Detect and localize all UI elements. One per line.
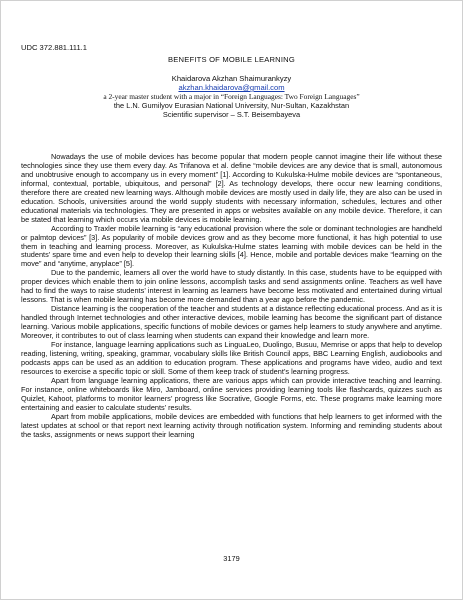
paragraph-2: According to Traxler mobile learning is “any educational provision where the sole or dominant technologies are handheld or palmtop devices” [3]. As popularity of mobile devices grow and as they become more functional, it has high potential to use them in teaching and learning process. Moreover, as Kukulska-Hulme states learning with mobile devices can be held in the students’ spare time and even help to develop their learning skills [4]. Hence, mobile and portable devices make “learning on the move” and “anytime, anyplace” [5]. — [21, 223, 442, 269]
affiliation-line-2: the L.N. Gumilyov Eurasian National University, Nur-Sultan, Kazakhstan — [113, 101, 350, 110]
article-header — [21, 55, 442, 119]
paragraph-6: Apart from language learning applications, there are various apps which can provide interactive teaching and learning. For instance, online whiteboards like Miro, Jamboard, online services providing learning tools like flashcards, quizzes such as Quizlet, Kahoot, platforms to monitor learners’ progress like Socrative, Google Forms, etc. These programs make learning more entertaining and easier to calculate students’ results. — [21, 375, 442, 412]
paragraph-7: Apart from mobile applications, mobile devices are embedded with functions that help learners to get informed with the latest updates at school or that report next learning activity through notification system. Informing and reminding students about the tasks, assignments or news support their learning — [21, 411, 442, 439]
affiliation-line-1: a 2-year master student with a major in “Foreign Languages: Two Foreign Languages” — [103, 92, 360, 101]
article-title: BENEFITS OF MOBILE LEARNING — [168, 55, 295, 64]
paragraph-5: For instance, language learning applications such as LinguaLeo, Duolingo, Busuu, Memrise or apps that help to develop reading, listening, writing, speaking, grammar, vocabulary skills like British Council apps, BBC Learning English, audiobooks and podcasts apps can be used as an addition to education program. These applications and programs have video, audio and text resources to exercise a specific topic or skill. Some of them keep track of student’s learning progress. — [21, 340, 442, 376]
paragraph-3: Due to the pandemic, learners all over the world have to study distantly. In this case, students have to be equipped with proper devices which enable them to join online lessons, accomplish tasks and send assignments online. Teachers as well have had to find the ways to raise students’ interest in learning as learners have become less motivated and entertained during virtual lessons. That is when mobile learning has become more demanded than a year ago before the pandemic. — [21, 268, 442, 305]
page-number: 3179 — [223, 554, 240, 563]
udc-code: UDC 372.881.111.1 — [21, 43, 87, 52]
article-body — [21, 153, 442, 440]
paragraph-1: Nowadays the use of mobile devices has become popular that modern people cannot imagine their life without these technologies since they use them every day. As Trifanova et al. define “mobile devices are any device that is small, autonomous and unobtrusive enough to accompany us in every moment” [1]. According to Kukulska-Hulme mobile devices are “spontaneous, informal, contextual, portable, ubiquitous, and personal” [2]. As technology develops, there occur new learning conditions, therefore there are created new learning ways. Although mobile devices are mostly used in daily life, they are also can be used in education. Schools, universities around the world supply students with necessary information, schedules, lectures and other educational materials via technologies. They are presented in apps or websites available on any mobile device. Therefore, it can be stated that learning which occurs via mobile devices is mobile learning. — [21, 152, 442, 224]
paragraph-4: Distance learning is the cooperation of the teacher and students at a distance reflecting educational process. And as it is handled through Internet technologies and other interactive devices, mobile learning has become the significant part of distance learning. Various mobile applications, specific functions of mobile devices or games help learners to study anywhere and anytime. Moreover, it contributes to out of class learning when students can expand their knowledge and learn more. — [21, 304, 442, 341]
affiliation-line-3: Scientific supervisor – S.T. Beisembayeva — [162, 110, 301, 119]
author-name: Khaidarova Akzhan Shaimurankyzy — [171, 74, 292, 83]
author-email-link[interactable]: akzhan.khaidarova@gmail.com — [178, 83, 285, 92]
